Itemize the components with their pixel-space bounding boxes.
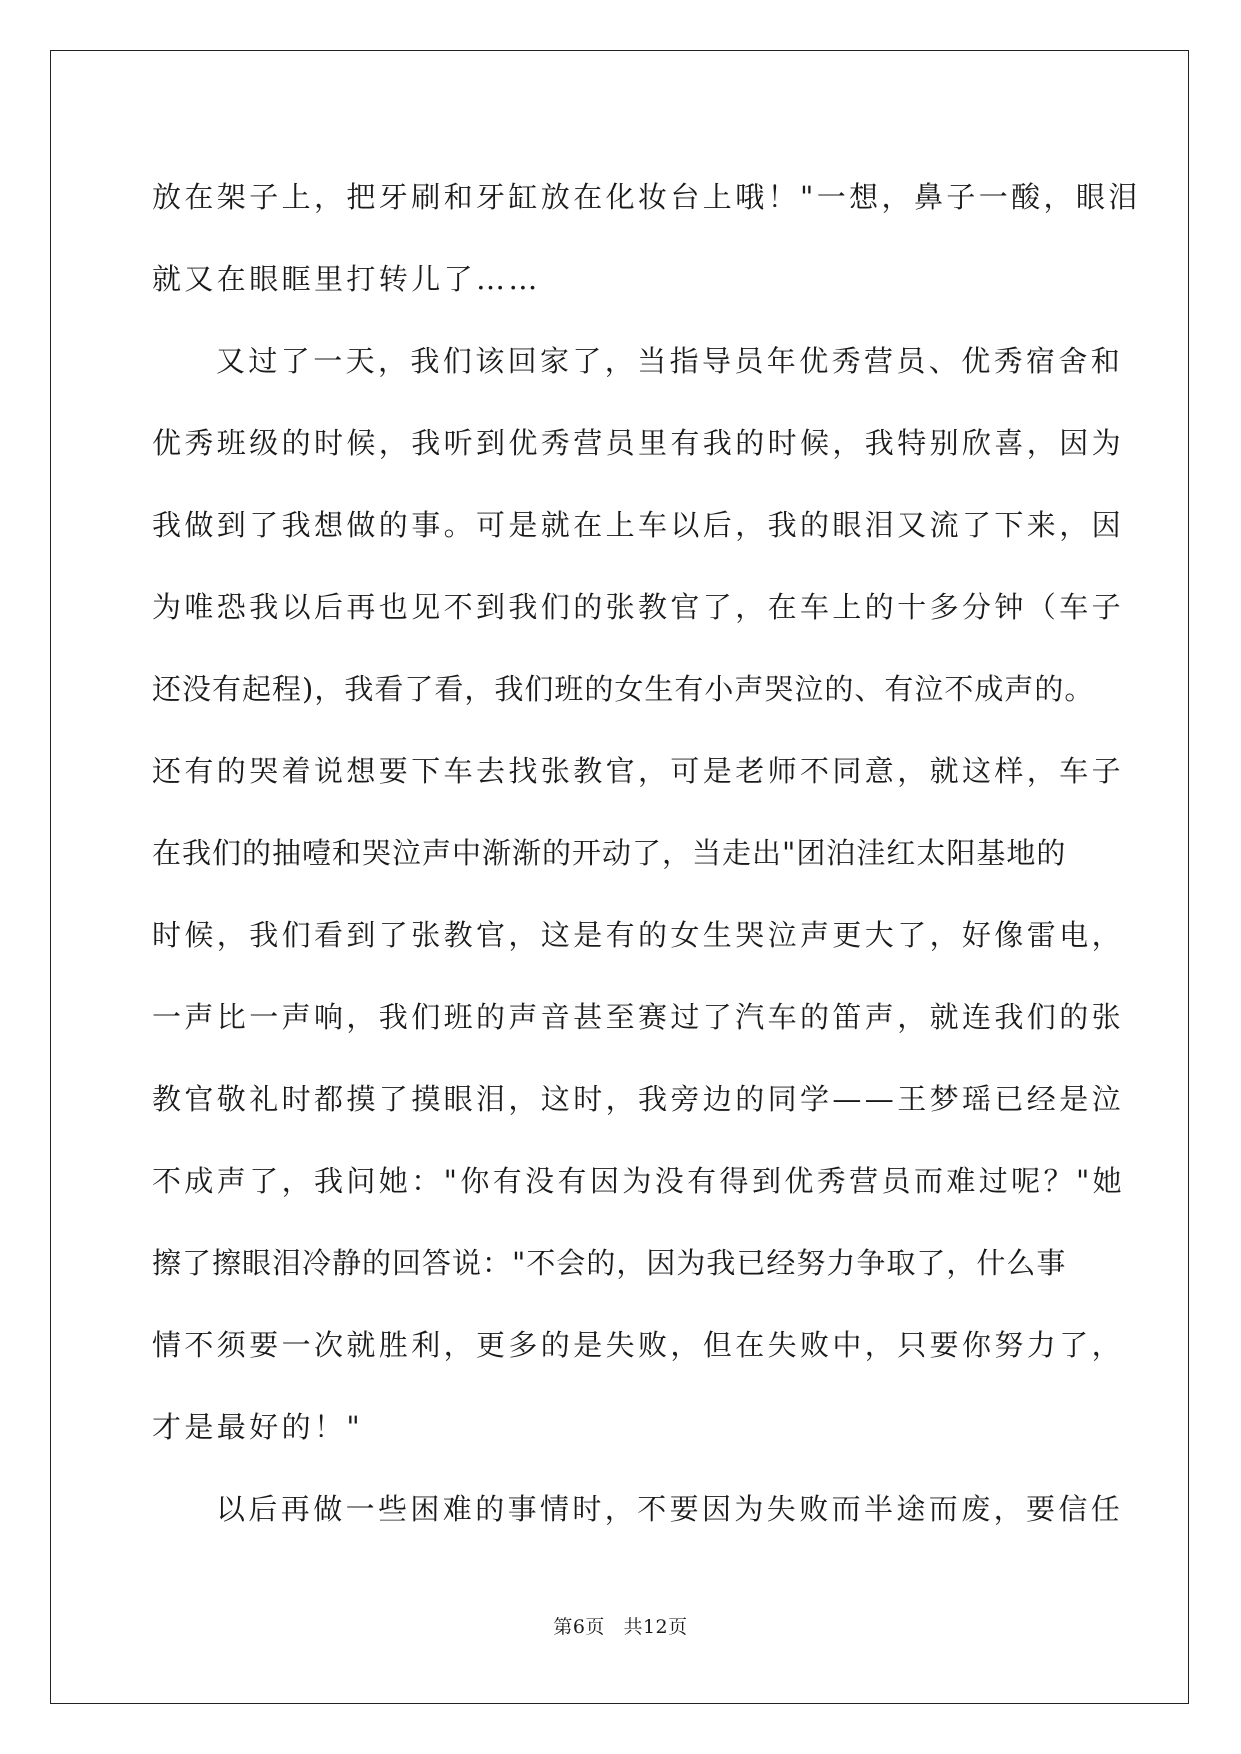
text-line: 不成声了，我问她："你有没有因为没有得到优秀营员而难过呢？"她	[152, 1164, 1126, 1198]
text-line: 教官敬礼时都摸了摸眼泪，这时，我旁边的同学——王梦瑶已经是泣	[152, 1082, 1125, 1116]
text-line: 放在架子上，把牙刷和牙缸放在化妆台上哦！"一想，鼻子一酸，眼泪	[152, 180, 1141, 214]
page-number: 第6页	[553, 1616, 605, 1638]
text-line: 又过了一天，我们该回家了，当指导员年优秀营员、优秀宿舍和	[216, 344, 1124, 378]
page-footer	[0, 1612, 1241, 1639]
text-line: 以后再做一些困难的事情时，不要因为失败而半途而废，要信任	[216, 1492, 1124, 1526]
text-line: 为唯恐我以后再也见不到我们的张教官了，在车上的十多分钟（车子	[152, 590, 1125, 624]
page-total: 共12页	[623, 1616, 688, 1638]
text-line: 情不须要一次就胜利，更多的是失败，但在失败中，只要你努力了，	[152, 1328, 1125, 1362]
text-line: 时候，我们看到了张教官，这是有的女生哭泣声更大了，好像雷电，	[152, 918, 1125, 952]
text-line: 还没有起程)，我看了看，我们班的女生有小声哭泣的、有泣不成声的。	[152, 672, 1095, 706]
text-line: 才是最好的！"	[152, 1410, 364, 1444]
text-line: 在我们的抽噎和哭泣声中渐渐的开动了，当走出"团泊洼红太阳基地的	[152, 836, 1067, 870]
text-line: 擦了擦眼泪冷静的回答说："不会的，因为我已经努力争取了，什么事	[152, 1246, 1067, 1280]
text-line: 就又在眼眶里打转儿了……	[152, 262, 541, 296]
text-line: 还有的哭着说想要下车去找张教官，可是老师不同意，就这样，车子	[152, 754, 1125, 788]
document-body	[152, 156, 1141, 1550]
text-line: 优秀班级的时候，我听到优秀营员里有我的时候，我特别欣喜，因为	[152, 426, 1125, 460]
text-line: 一声比一声响，我们班的声音甚至赛过了汽车的笛声，就连我们的张	[152, 1000, 1125, 1034]
text-line: 我做到了我想做的事。可是就在上车以后，我的眼泪又流了下来，因	[152, 508, 1125, 542]
